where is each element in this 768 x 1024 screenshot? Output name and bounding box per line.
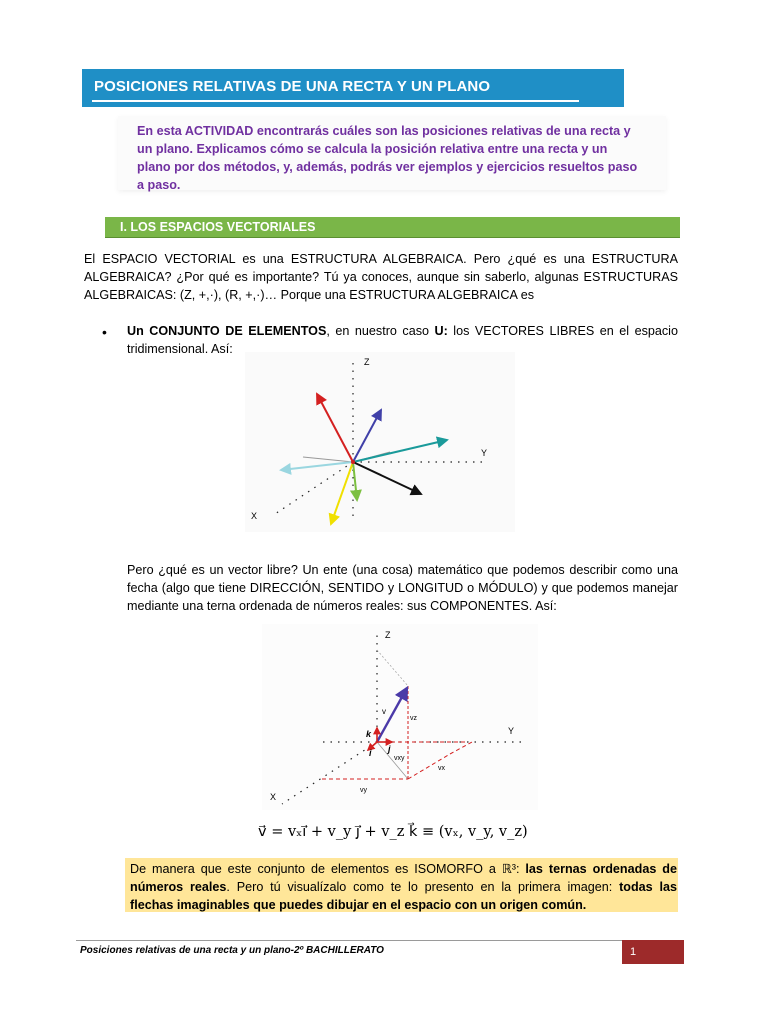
bullet-text-1: , en nuestro caso: [326, 324, 435, 338]
page-number: 1: [630, 946, 637, 958]
label-j: j: [388, 744, 391, 754]
label-v: v: [382, 707, 386, 716]
section-title: I. LOS ESPACIOS VECTORIALES: [120, 220, 316, 234]
fig1-label-z: Z: [364, 357, 370, 367]
figure-components: [262, 624, 538, 810]
title-banner: [82, 69, 624, 107]
highlight-text-1: De manera que este conjunto de elementos es ISOMORFO a ℝ³:: [130, 862, 526, 876]
paragraph-1-text: El ESPACIO VECTORIAL es una ESTRUCTURA ALGEBRAICA. Pero ¿qué es una ESTRUCTURA ALGEBRAICA? ¿Por qué es importante? Tú ya conoces, aunque sin saberlo, algunas ESTRUCTURAS ALGEBRAICAS: (Z, +,·), (R, +,·)… Porque una ESTRUCTURA ALGEBRAICA es: [84, 252, 678, 302]
page-title: POSICIONES RELATIVAS DE UNA RECTA Y UN PLANO: [94, 78, 491, 95]
highlight-text: [130, 860, 677, 914]
label-vy: vy: [360, 787, 367, 794]
highlight-bold-2: todas las flechas imaginables que puedes dibujar en el espacio con un origen común.: [130, 880, 677, 912]
bullet-bold-2: U:: [434, 324, 448, 338]
component-formula: v⃗ = vₓi⃗ + v_y j⃗ + v_z k⃗ ≡ (vₓ, v_y, v_z): [258, 824, 528, 840]
highlight-text-2: . Pero tú visualízalo como te lo presento en la primera imagen:: [226, 880, 620, 894]
fig2-label-x: X: [270, 792, 277, 802]
intro-text: En esta ACTIVIDAD encontrarás cuáles son las posiciones relativas de una recta y un plano. Explicamos cómo se calcula la posición relativa entre una recta y un plano por dos métodos, y, además, podrás ver ejemplos y ejercicios resueltos paso a paso.: [137, 124, 638, 192]
page-number-box: [622, 940, 684, 964]
label-i: i: [369, 748, 372, 758]
label-k: k: [366, 729, 372, 739]
fig1-label-x: X: [251, 511, 258, 521]
footer-title: Posiciones relativas de una recta y un plano-2º BACHILLERATO: [80, 945, 384, 956]
paragraph-2: Pero ¿qué es un vector libre? Un ente (una cosa) matemático que podemos describir como una fecha (algo que tiene DIRECCIÓN, SENTIDO y LONGITUD o MÓDULO) y que podemos manejar mediante una terna ordenada de números reales: sus COMPONENTES. Así:: [127, 563, 678, 613]
bullet-icon: •: [102, 324, 107, 340]
bullet-text-2: los VECTORES LIBRES en el espacio tridimensional. Así:: [127, 324, 678, 356]
highlight-bold-1: las ternas ordenadas de números reales: [130, 862, 677, 894]
paragraph-1: [84, 250, 678, 304]
fig1-label-y: Y: [481, 448, 488, 458]
fig2-label-z: Z: [385, 630, 391, 640]
fig2-label-y: Y: [508, 726, 515, 736]
bullet-bold-1: Un CONJUNTO DE ELEMENTOS: [127, 324, 327, 338]
figure-free-vectors: [245, 352, 515, 532]
footer-divider: [76, 940, 684, 941]
title-underline: [92, 100, 579, 102]
section-header: [105, 217, 680, 238]
label-vz: vz: [410, 715, 417, 722]
label-vx: vx: [438, 765, 445, 772]
label-vxy: vxy: [394, 755, 405, 762]
